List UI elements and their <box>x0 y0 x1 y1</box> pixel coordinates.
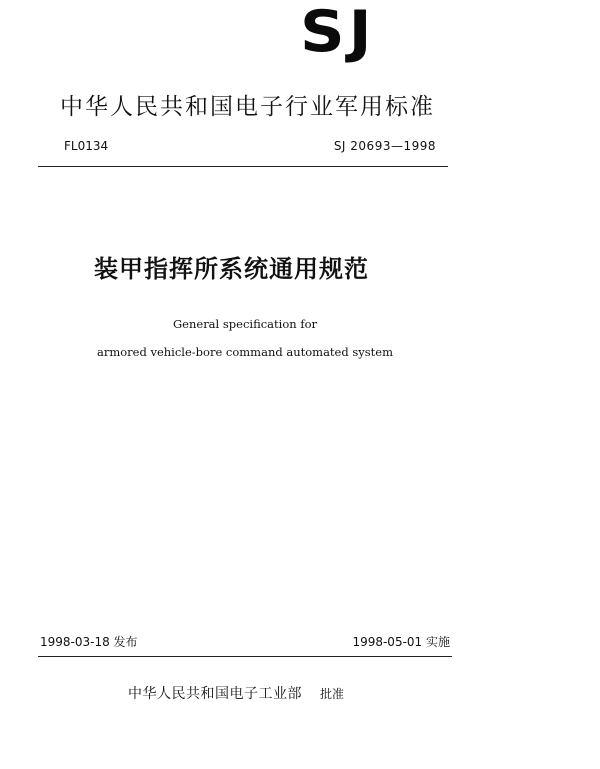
ministry-name: 中华人民共和国电子工业部 <box>128 686 302 702</box>
approve-label: 批准 <box>320 687 345 701</box>
standard-series-title: 中华人民共和国电子行业军用标准 <box>60 94 435 120</box>
classification-code: FL0134 <box>64 139 109 153</box>
sj-logo: SJ <box>300 0 376 65</box>
document-title-en-line1: General specification for <box>172 317 317 331</box>
effective-date: 1998-05-01 实施 <box>352 635 450 649</box>
approving-authority <box>128 684 344 704</box>
standard-number: SJ 20693—1998 <box>333 139 436 153</box>
document-title-en-line2: armored vehicle-bore command automated system <box>96 345 394 359</box>
footer-divider <box>38 656 452 657</box>
issue-date: 1998-03-18 发布 <box>40 635 138 649</box>
document-title-cn: 装甲指挥所系统通用规范 <box>94 255 369 283</box>
header-divider <box>38 166 448 167</box>
